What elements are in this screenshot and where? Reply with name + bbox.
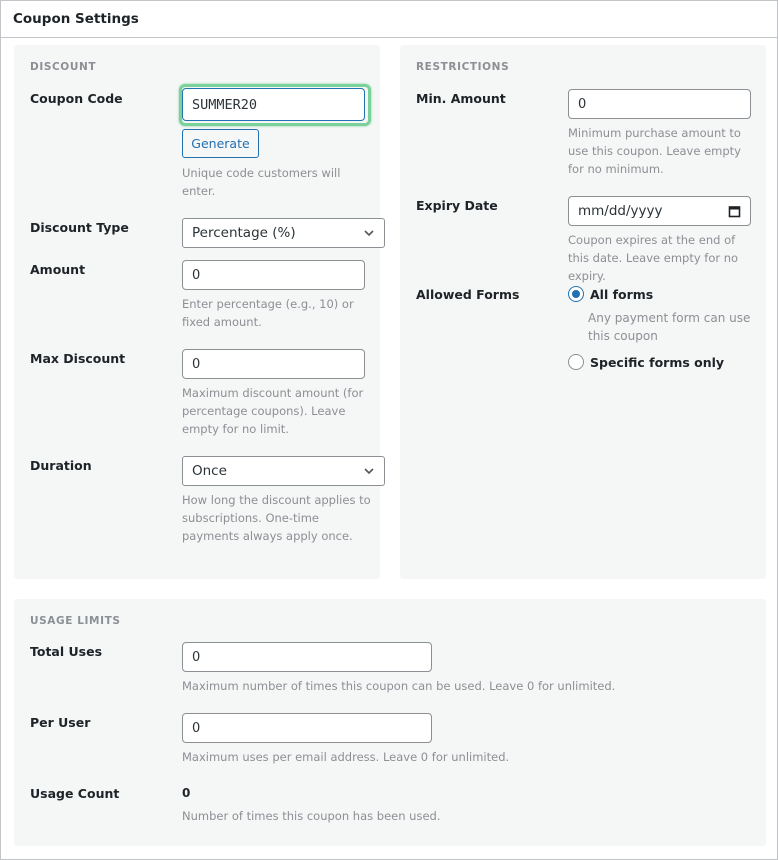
- chevron-down-icon: [363, 227, 375, 239]
- per-user-input[interactable]: 0: [182, 713, 432, 743]
- section-title-discount: DISCOUNT: [30, 61, 97, 73]
- min-amount-description: Minimum purchase amount to use this coupon. Leave empty for no minimum.: [568, 126, 741, 176]
- radio-specific-forms-label: Specific forms only: [590, 354, 725, 370]
- section-title-usage-limits: USAGE LIMITS: [30, 615, 121, 627]
- usage-limits-panel: [14, 599, 766, 846]
- amount-input[interactable]: 0: [182, 260, 365, 290]
- total-uses-description: Maximum number of times this coupon can be used. Leave 0 for unlimited.: [182, 679, 616, 693]
- max-discount-label: Max Discount: [30, 351, 126, 366]
- expiry-date-placeholder: mm/dd/yyyy: [578, 203, 663, 219]
- discount-type-label: Discount Type: [30, 220, 129, 235]
- postbox-header: [1, 1, 777, 38]
- radio-checked-icon[interactable]: [568, 286, 584, 302]
- discount-panel: [14, 45, 380, 579]
- max-discount-description: Maximum discount amount (for percentage coupons). Leave empty for no limit.: [182, 386, 364, 436]
- calendar-icon[interactable]: [728, 205, 741, 218]
- total-uses-input[interactable]: 0: [182, 642, 432, 672]
- duration-select[interactable]: [182, 456, 385, 486]
- radio-all-forms-label: All forms: [590, 286, 654, 302]
- all-forms-description: Any payment form can use this coupon: [588, 311, 751, 343]
- section-title-restrictions: RESTRICTIONS: [416, 61, 510, 73]
- duration-label: Duration: [30, 458, 92, 473]
- usage-count-description: Number of times this coupon has been used.: [182, 809, 441, 823]
- allowed-forms-label: Allowed Forms: [416, 287, 520, 302]
- per-user-label: Per User: [30, 715, 91, 730]
- restrictions-panel: [400, 45, 766, 579]
- duration-description: How long the discount applies to subscriptions. One-time payments always apply once.: [182, 493, 371, 543]
- discount-type-select[interactable]: [182, 218, 385, 248]
- total-uses-label: Total Uses: [30, 644, 103, 659]
- expiry-date-label: Expiry Date: [416, 198, 498, 213]
- usage-count-label: Usage Count: [30, 786, 120, 801]
- discount-type-value: Percentage (%): [192, 225, 296, 241]
- page-title: Coupon Settings: [13, 11, 139, 27]
- radio-specific-forms[interactable]: [568, 354, 724, 370]
- usage-count-value: 0: [182, 786, 191, 800]
- chevron-down-icon: [363, 465, 375, 477]
- expiry-date-description: Coupon expires at the end of this date. Leave empty for no expiry.: [568, 233, 739, 283]
- coupon-code-description: Unique code customers will enter.: [182, 166, 341, 198]
- per-user-description: Maximum uses per email address. Leave 0 for unlimited.: [182, 750, 510, 764]
- coupon-code-label: Coupon Code: [30, 91, 123, 106]
- generate-button[interactable]: Generate: [182, 129, 259, 158]
- coupon-code-input[interactable]: SUMMER20: [182, 88, 365, 121]
- duration-value: Once: [192, 463, 227, 479]
- radio-unchecked-icon[interactable]: [568, 354, 584, 370]
- amount-label: Amount: [30, 262, 86, 277]
- min-amount-input[interactable]: 0: [568, 89, 751, 119]
- radio-all-forms[interactable]: [568, 286, 653, 302]
- amount-description: Enter percentage (e.g., 10) or fixed amount.: [182, 297, 354, 329]
- min-amount-label: Min. Amount: [416, 91, 506, 106]
- max-discount-input[interactable]: 0: [182, 349, 365, 379]
- expiry-date-input[interactable]: [568, 196, 751, 226]
